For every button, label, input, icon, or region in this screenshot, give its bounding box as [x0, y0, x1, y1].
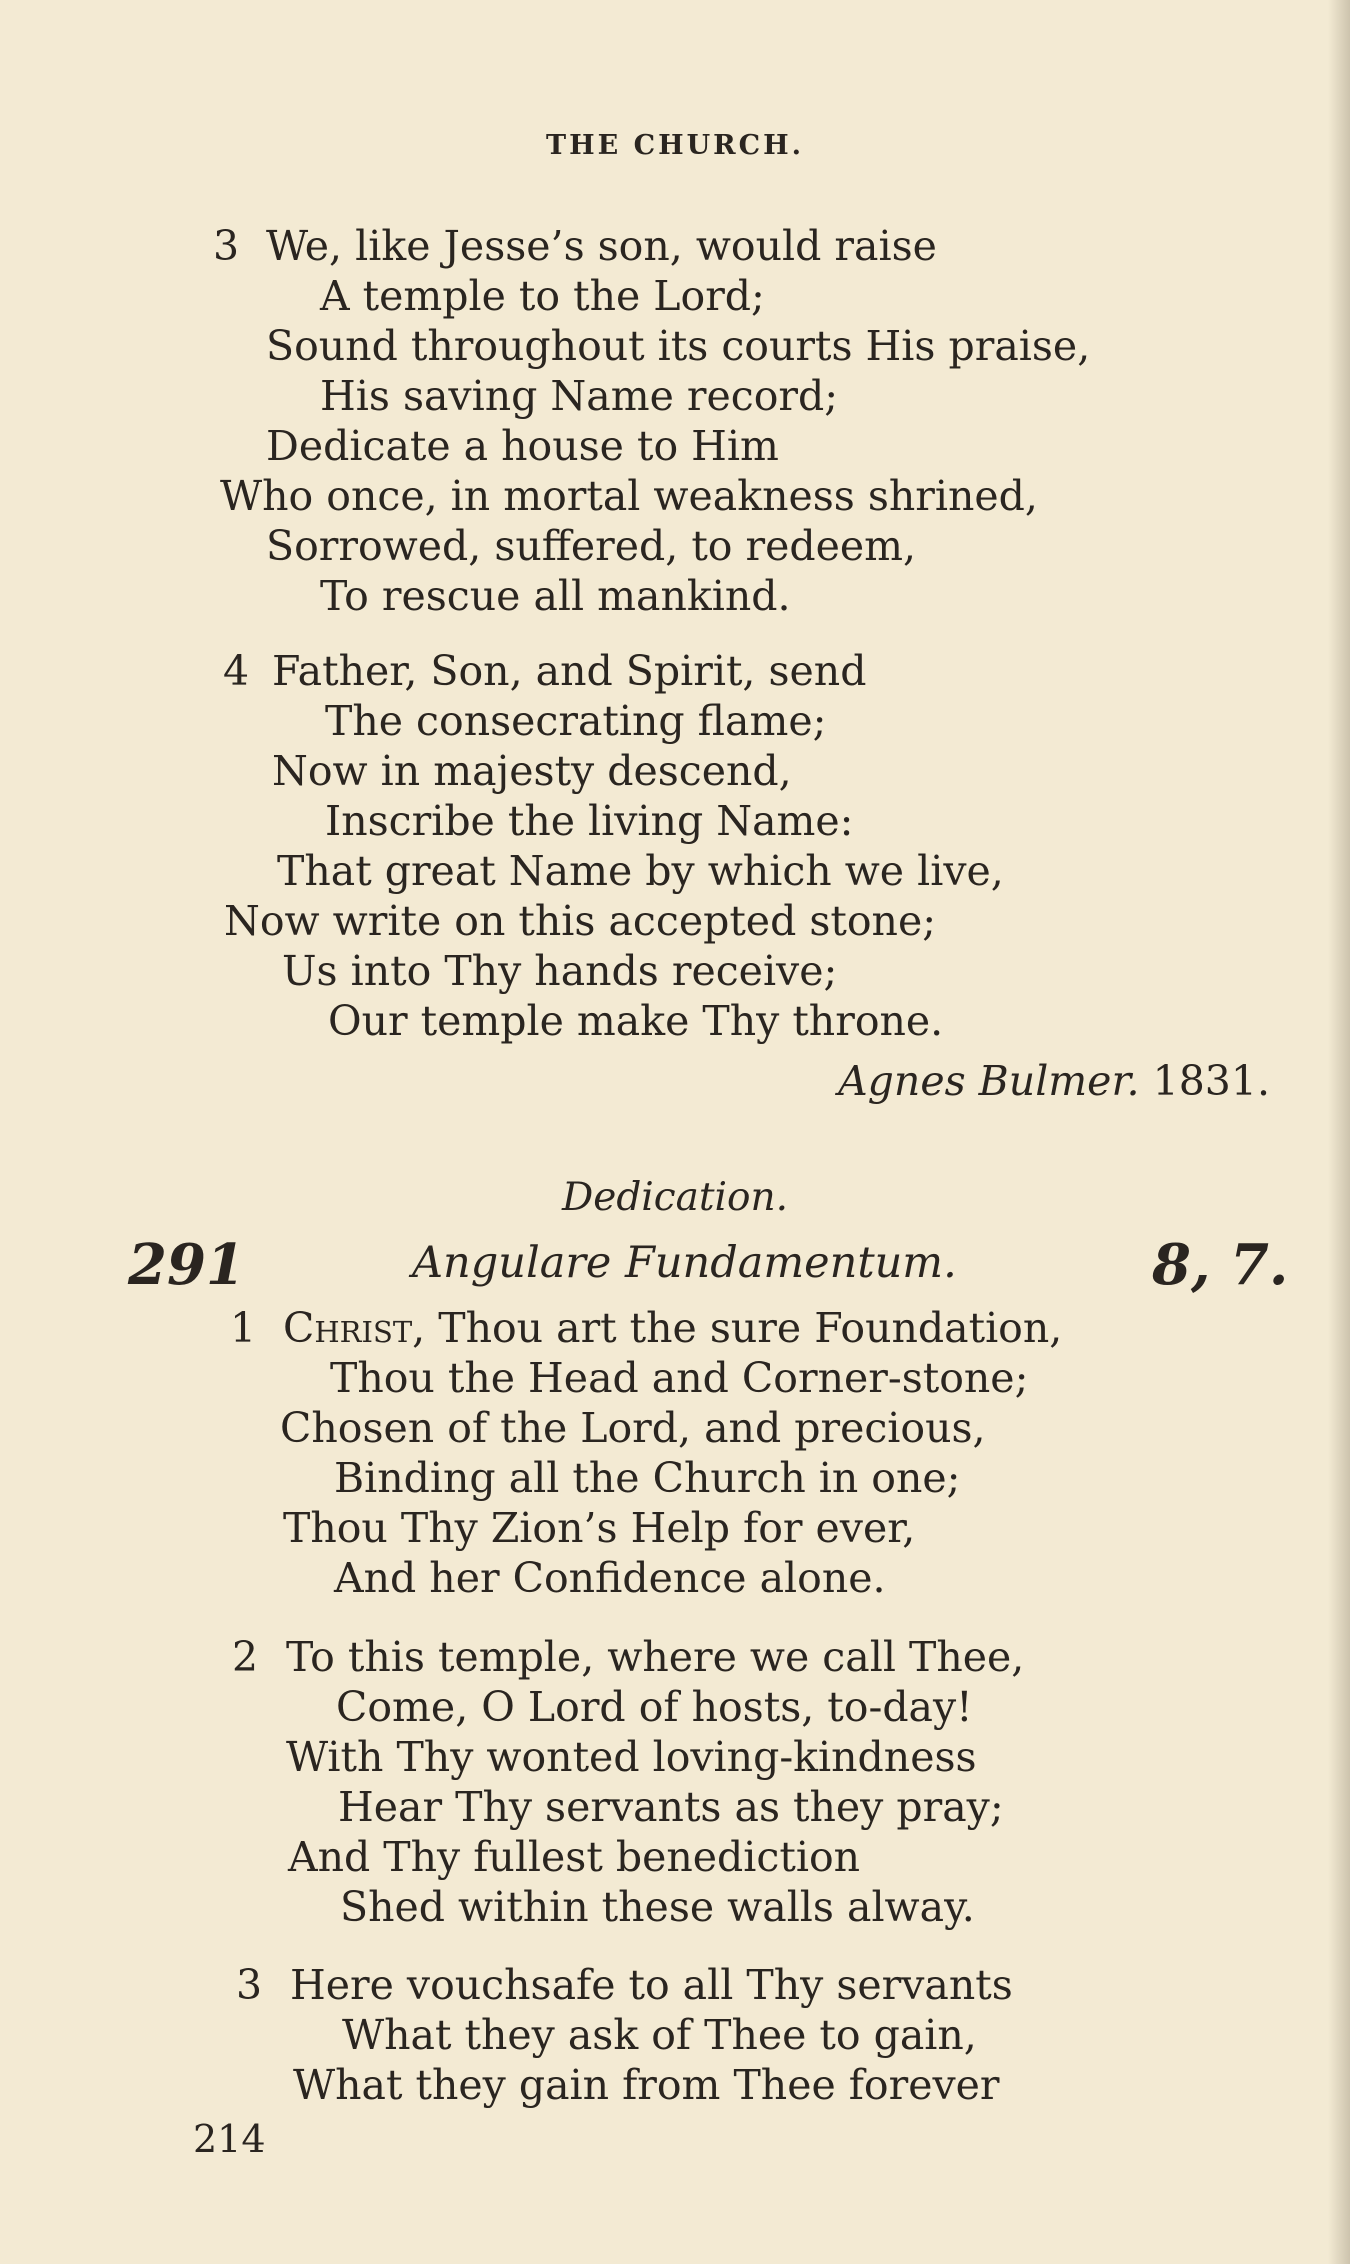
verse-line: Inscribe the living Name:: [325, 797, 854, 845]
verse-line: To rescue all mankind.: [320, 572, 791, 620]
verse-line: We, like Jesse’s son, would raise: [266, 222, 937, 270]
verse-line: Dedicate a house to Him: [266, 422, 779, 470]
verse-line: Father, Son, and Spirit, send: [272, 647, 867, 695]
verse-line: To this temple, where we call Thee,: [286, 1633, 1025, 1681]
verse-line: What they gain from Thee forever: [293, 2061, 1000, 2109]
author-attribution: [838, 1057, 1270, 1105]
verse-line: Come, O Lord of hosts, to-day!: [336, 1683, 973, 1731]
stanza-number: 4: [223, 647, 250, 695]
page-number: 214: [193, 2117, 266, 2161]
verse-line: Christ, Thou art the sure Foundation,: [283, 1304, 1063, 1352]
verse-line: With Thy wonted loving-kindness: [286, 1733, 977, 1781]
hymn-subtitle: Dedication.: [561, 1175, 789, 1220]
page-edge-shadow: [1328, 0, 1350, 2264]
verse-line: Thou the Head and Corner-stone;: [330, 1354, 1029, 1402]
verse-line: Shed within these walls alway.: [340, 1883, 975, 1931]
verse-line: Now write on this accepted stone;: [224, 897, 937, 945]
verse-line: Hear Thy servants as they pray;: [338, 1783, 1004, 1831]
verse-line: That great Name by which we live,: [277, 847, 1004, 895]
verse-line: Chosen of the Lord, and precious,: [280, 1404, 986, 1452]
verse-line: His saving Name record;: [320, 372, 839, 420]
verse-line: A temple to the Lord;: [320, 272, 765, 320]
verse-line: The consecrating flame;: [325, 697, 827, 745]
author-year: 1831.: [1152, 1057, 1270, 1105]
author-name: Agnes Bulmer.: [838, 1057, 1140, 1105]
hymn-number: 291: [128, 1232, 245, 1298]
verse-line: What they ask of Thee to gain,: [342, 2011, 977, 2059]
hymn-title: Angulare Fundamentum.: [412, 1238, 957, 1288]
verse-line: Sorrowed, suffered, to redeem,: [266, 522, 917, 570]
verse-line: Who once, in mortal weakness shrined,: [220, 472, 1038, 520]
verse-line: Our temple make Thy throne.: [328, 997, 944, 1045]
first-word: Christ,: [283, 1304, 426, 1352]
stanza-number: 3: [213, 222, 240, 270]
verse-line: And Thy fullest benediction: [288, 1833, 861, 1881]
verse-line: Us into Thy hands receive;: [282, 947, 838, 995]
verse-line: Binding all the Church in one;: [334, 1454, 961, 1502]
verse-line: Here vouchsafe to all Thy servants: [290, 1961, 1013, 2009]
stanza-number: 1: [230, 1304, 257, 1352]
running-header: THE CHURCH.: [546, 130, 804, 161]
verse-line: Sound throughout its courts His praise,: [266, 322, 1091, 370]
verse-line: And her Confidence alone.: [334, 1554, 886, 1602]
hymn-meter: 8, 7.: [1152, 1232, 1289, 1298]
stanza-number: 2: [232, 1633, 259, 1681]
verse-line: Thou Thy Zion’s Help for ever,: [283, 1504, 916, 1552]
verse-line: Now in majesty descend,: [272, 747, 792, 795]
stanza-number: 3: [236, 1961, 263, 2009]
